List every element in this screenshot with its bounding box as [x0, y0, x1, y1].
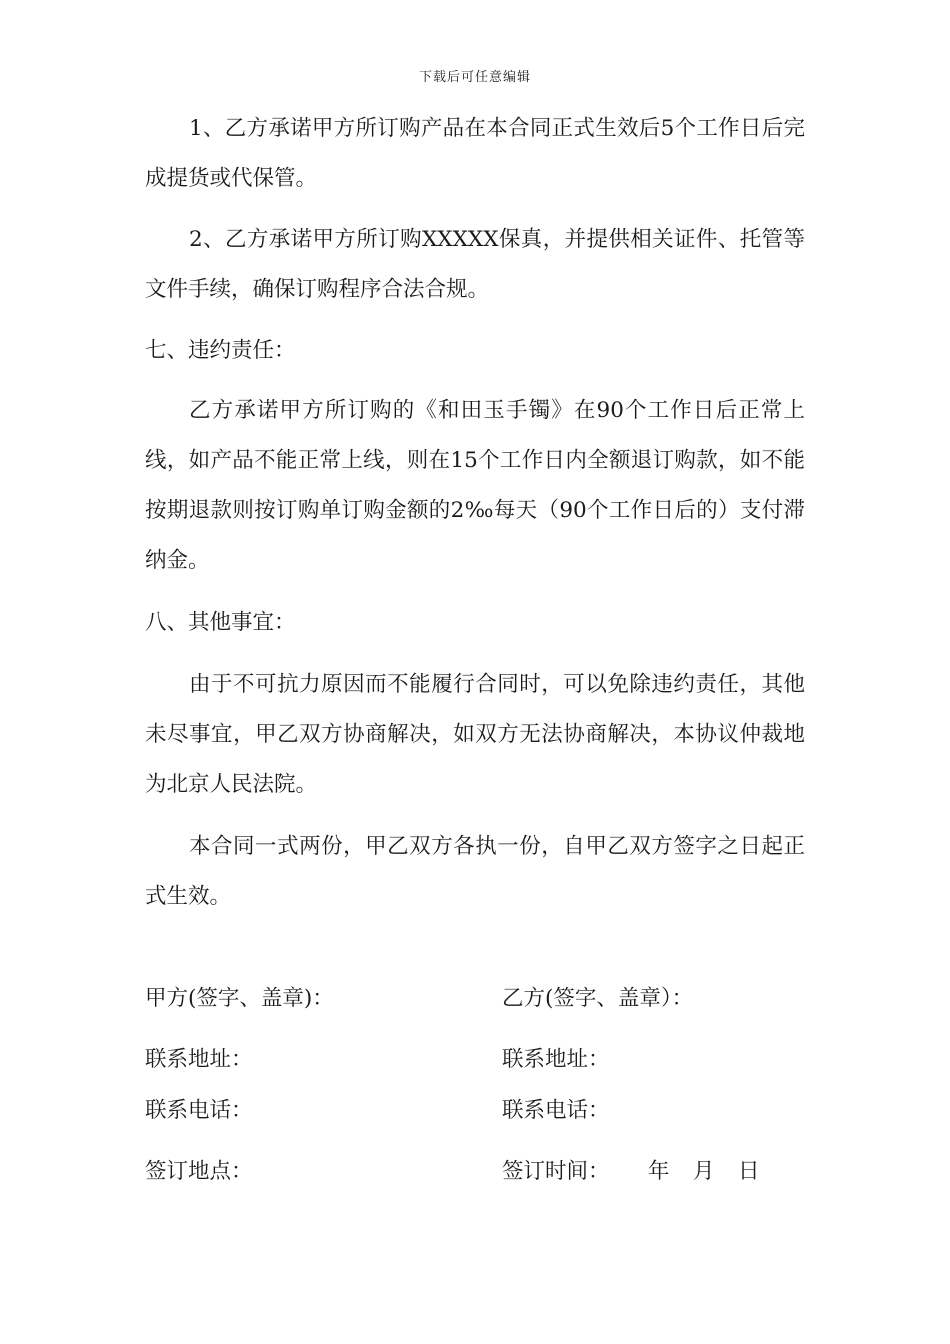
section-7-heading: [145, 326, 805, 376]
party-b-time-label: 签订时间：: [502, 1159, 610, 1184]
party-b-phone-label: 联系电话：: [502, 1098, 610, 1123]
date-month-label: 月: [693, 1159, 715, 1184]
date-year-label: 年: [648, 1159, 670, 1184]
party-b-address-label: 联系地址：: [502, 1047, 610, 1072]
section-8: [145, 660, 805, 810]
party-a-phone-label: 联系电话：: [145, 1098, 253, 1123]
page-header: 下载后可任意编辑: [418, 70, 531, 85]
closing-clause: [145, 822, 805, 922]
party-a-place-label: 签订地点：: [145, 1159, 253, 1184]
closing-text: 本合同一式两份，甲乙双方各执一份，自甲乙双方签字之日起正式生效。: [145, 834, 805, 909]
section-7-body: 乙方承诺甲方所订购的《和田玉手镯》在90个工作日后正常上线，如产品不能正常上线，则在15个工作日内全额退订购款，如不能按期退款则按订购单订购金额的2‰每天（90个工作日后的）支付滞纳金。: [145, 398, 805, 573]
party-a-sign-label: 甲方(签字、盖章)：: [145, 986, 334, 1011]
clause-6-1-text: 1、乙方承诺甲方所订购产品在本合同正式生效后5个工作日后完成提货或代保管。: [145, 116, 805, 191]
clause-6-2-text: 2、乙方承诺甲方所订购XXXXX保真，并提供相关证件、托管等文件手续，确保订购程序合法合规。: [145, 227, 805, 302]
section-7-title: 七、违约责任：: [145, 338, 296, 363]
party-a-address-label: 联系地址：: [145, 1047, 253, 1072]
section-8-body: 由于不可抗力原因而不能履行合同时，可以免除违约责任，其他未尽事宜，甲乙双方协商解决，如双方无法协商解决，本协议仲裁地为北京人民法院。: [145, 672, 805, 797]
clause-6-1: [145, 104, 805, 204]
date-day-label: 日: [738, 1159, 760, 1184]
section-8-title: 八、其他事宜：: [145, 610, 296, 635]
section-7: [145, 386, 805, 586]
party-b-sign-label: 乙方(签字、盖章）：: [502, 986, 694, 1011]
clause-6-2: [145, 215, 805, 315]
section-8-heading: [145, 598, 805, 648]
